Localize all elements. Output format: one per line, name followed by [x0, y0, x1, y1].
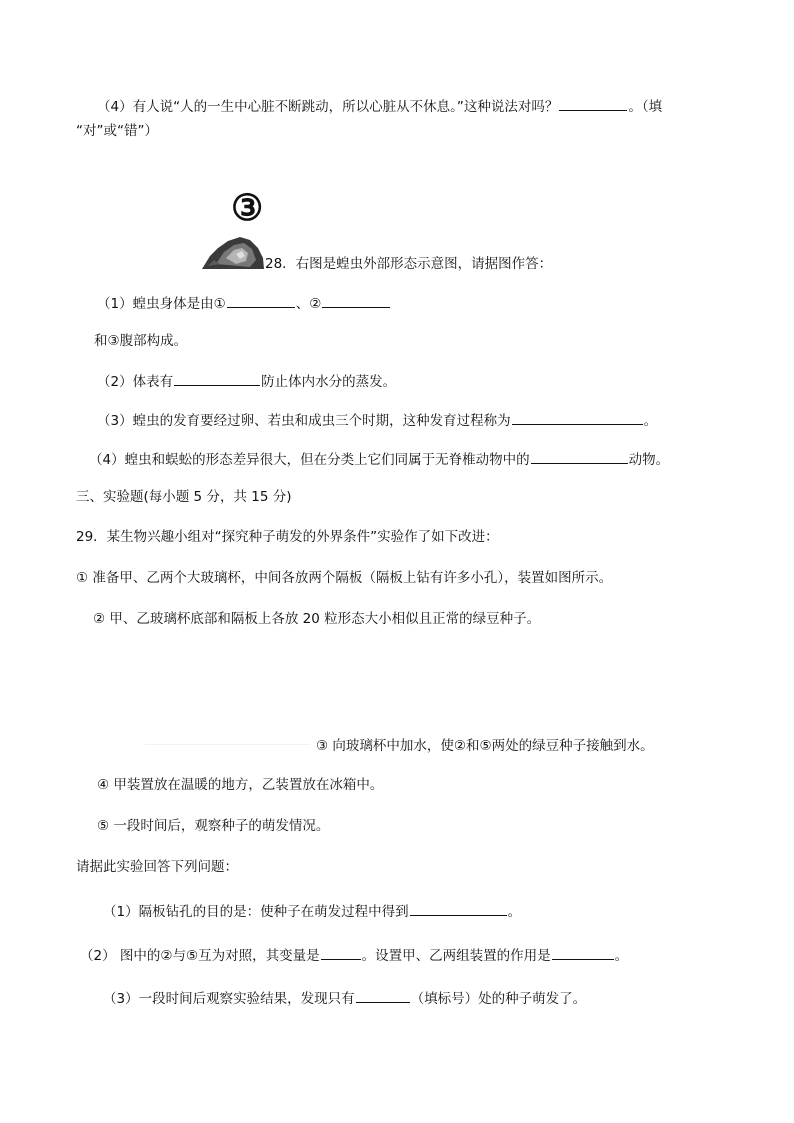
q27-item4-text: （4）有人说“人的一生中心脏不断跳动，所以心脏从不休息。”这种说法对吗？ [97, 99, 559, 115]
q29-step-1: ① 准备甲、乙两个大玻璃杯，中间各放两个隔板（隔板上钻有许多小孔），装置如图所示。 [76, 570, 613, 586]
q28-item1-line [97, 293, 391, 313]
q27-item4-continuation: “对”或“错”） [76, 123, 158, 139]
q27-item4-tail: 。（填 [628, 99, 663, 115]
q28-item1-continuation: 和③腹部构成。 [94, 333, 188, 349]
q28-item3-text-a: （3）蝗虫的发育要经过卵、若虫和成虫三个时期，这种发育过程称为 [97, 413, 511, 429]
q28-item1-text-b: 、② [295, 296, 322, 312]
q29-answer-2-blank-1[interactable] [321, 945, 361, 960]
q28-item4-blank[interactable] [531, 449, 628, 464]
q28-item3-line [97, 410, 657, 430]
q29-answer-2-text-a: （2） 图中的②与⑤互为对照，其变量是 [80, 948, 320, 964]
q29-answer-2-blank-2[interactable] [552, 945, 614, 960]
q28-item2-line [97, 371, 396, 391]
q29-step-5: ⑤ 一段时间后，观察种子的萌发情况。 [97, 818, 330, 834]
q29-step-3: ③ 向玻璃杯中加水，使②和⑤两处的绿豆种子接触到水。 [316, 738, 654, 754]
q29-answer-1-line [103, 901, 521, 921]
q29-answer-3-line [103, 988, 586, 1008]
q29-answer-3-blank[interactable] [356, 988, 410, 1003]
rock-image-icon [200, 234, 266, 270]
q28-item1-blank-1[interactable] [227, 293, 295, 308]
q29-answer-3-text-b: （填标号）处的种子萌发了。 [410, 991, 587, 1007]
q29-answer-1-text-a: （1）隔板钻孔的目的是：使种子在萌发过程中得到 [103, 904, 409, 920]
q28-item1-text-a: （1）蝗虫身体是由① [97, 296, 226, 312]
section-3-heading: 三、实验题(每小题 5 分，共 15 分) [76, 489, 292, 505]
q28-item1-blank-2[interactable] [322, 293, 390, 308]
q28-item2-text-b: 防止体内水分的蒸发。 [261, 374, 397, 390]
q29-prompt: 请据此实验回答下列问题： [76, 859, 238, 875]
q28-item4-text-a: （4）蝗虫和蜈蚣的形态差异很大，但在分类上它们同属于无脊椎动物中的 [89, 452, 530, 468]
q29-answer-1-text-b: 。 [507, 904, 522, 920]
q28-item4-text-b: 动物。 [628, 452, 670, 468]
q28-item3-text-b: 。 [643, 413, 658, 429]
q28-stem: 28．右图是蝗虫外部形态示意图，请据图作答： [265, 256, 553, 272]
q28-item2-text-a: （2）体表有 [97, 374, 174, 390]
q28-item2-blank[interactable] [174, 371, 260, 386]
q29-answer-2-line [80, 945, 628, 965]
q29-step-2: ② 甲、乙玻璃杯底部和隔板上各放 20 粒形态大小相似且正常的绿豆种子。 [93, 611, 541, 627]
q27-item4-answer-blank[interactable] [559, 96, 627, 111]
q29-answer-2-text-b: 。设置甲、乙两组装置的作用是 [361, 948, 551, 964]
q29-figure-placeholder [145, 744, 310, 745]
q29-step-4: ④ 甲装置放在温暖的地方，乙装置放在冰箱中。 [97, 777, 384, 793]
q27-item4-line [97, 96, 662, 116]
q28-item4-line [89, 449, 669, 469]
q29-stem: 29．某生物兴趣小组对“探究种子萌发的外界条件”实验作了如下改进： [76, 529, 499, 545]
q29-answer-2-text-c: 。 [614, 948, 629, 964]
q29-answer-3-text-a: （3）一段时间后观察实验结果，发现只有 [103, 991, 355, 1007]
q29-answer-1-blank[interactable] [410, 901, 507, 916]
figure-marker-3: ③ [231, 187, 264, 229]
q28-item3-blank[interactable] [512, 410, 643, 425]
